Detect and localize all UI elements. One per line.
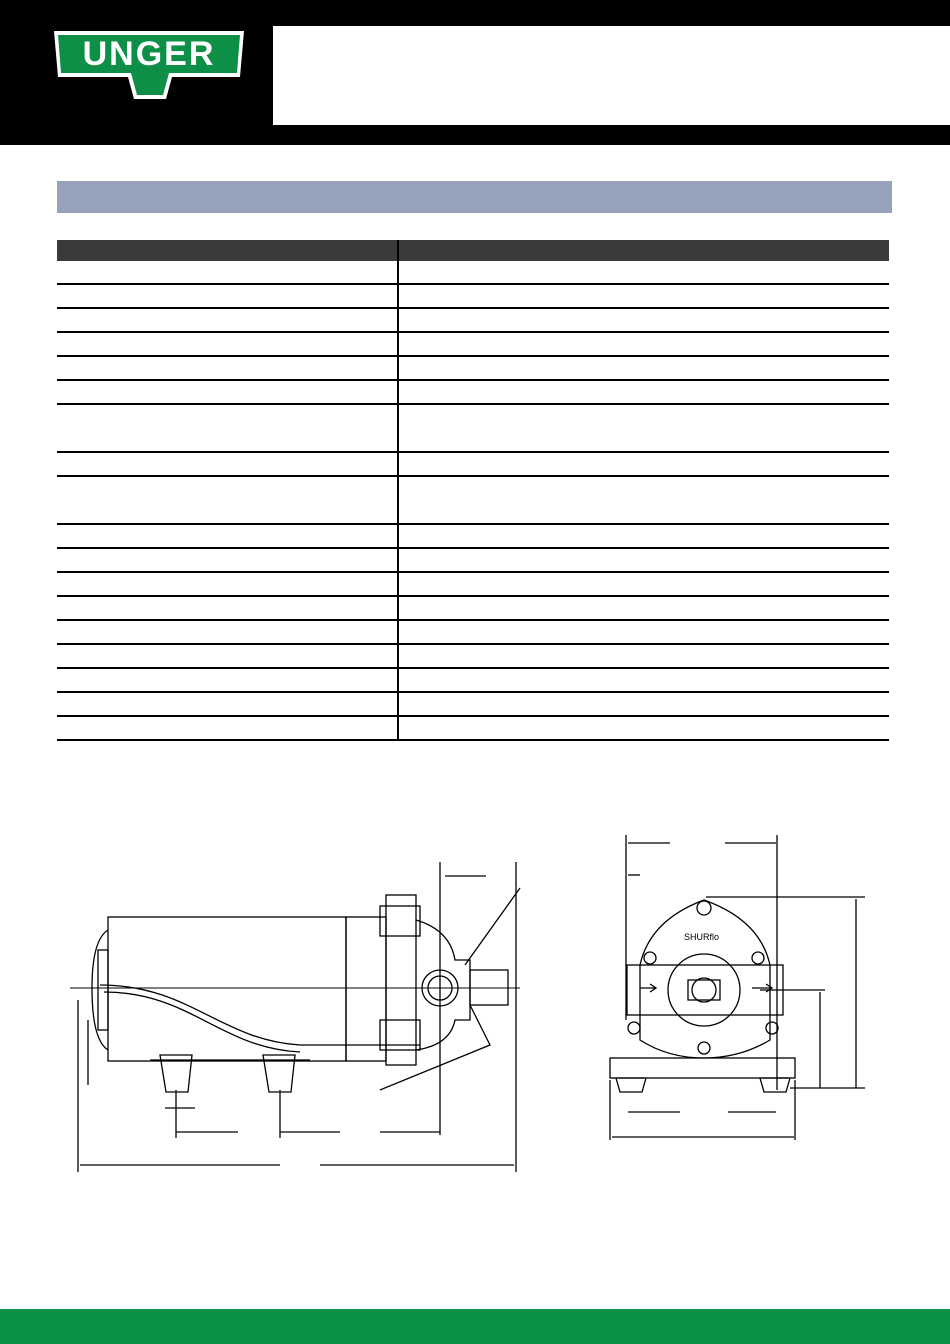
- spec-value-cell: [398, 308, 889, 332]
- spec-label-cell: [57, 620, 398, 644]
- spec-label-cell: [57, 548, 398, 572]
- table-row: [57, 572, 889, 596]
- pump-front-view-drawing: [605, 830, 870, 1145]
- spec-label-cell: [57, 284, 398, 308]
- spec-label-cell: [57, 476, 398, 524]
- document-title-box: [273, 26, 950, 125]
- logo-text: UNGER: [82, 35, 216, 73]
- table-row: [57, 356, 889, 380]
- spec-value-cell: [398, 524, 889, 548]
- unger-logo: [50, 27, 248, 103]
- spec-label-cell: [57, 332, 398, 356]
- table-row: [57, 404, 889, 452]
- table-row: [57, 524, 889, 548]
- spec-label-cell: [57, 308, 398, 332]
- table-row: [57, 644, 889, 668]
- table-row: [57, 620, 889, 644]
- specifications-table: [57, 240, 889, 741]
- spec-value-cell: [398, 572, 889, 596]
- spec-value-cell: [398, 404, 889, 452]
- table-header-row: [57, 240, 889, 261]
- table-row: [57, 452, 889, 476]
- spec-label-cell: [57, 356, 398, 380]
- table-header-cell: [398, 240, 889, 261]
- table-row: [57, 380, 889, 404]
- table-row: [57, 332, 889, 356]
- spec-value-cell: [398, 476, 889, 524]
- section-header-bar: [57, 181, 892, 213]
- spec-label-cell: [57, 644, 398, 668]
- spec-label-cell: [57, 404, 398, 452]
- table-row: [57, 668, 889, 692]
- table-row: [57, 548, 889, 572]
- spec-value-cell: [398, 596, 889, 620]
- spec-label-cell: [57, 596, 398, 620]
- page-header: [0, 0, 950, 145]
- spec-value-cell: [398, 668, 889, 692]
- spec-value-cell: [398, 284, 889, 308]
- spec-label-cell: [57, 524, 398, 548]
- table-row: [57, 261, 889, 284]
- table-row: [57, 692, 889, 716]
- front-view-label: SHURflo: [684, 932, 720, 942]
- spec-value-cell: [398, 261, 889, 284]
- spec-value-cell: [398, 332, 889, 356]
- spec-label-cell: [57, 668, 398, 692]
- spec-label-cell: [57, 716, 398, 740]
- spec-value-cell: [398, 380, 889, 404]
- spec-value-cell: [398, 452, 889, 476]
- table-row: [57, 284, 889, 308]
- pump-side-view-drawing: [60, 855, 530, 1180]
- table-header-cell: [57, 240, 398, 261]
- spec-label-cell: [57, 572, 398, 596]
- page-footer-bar: [0, 1309, 950, 1344]
- table-row: [57, 476, 889, 524]
- spec-value-cell: [398, 692, 889, 716]
- spec-label-cell: [57, 452, 398, 476]
- spec-label-cell: [57, 261, 398, 284]
- spec-label-cell: [57, 380, 398, 404]
- spec-label-cell: [57, 692, 398, 716]
- spec-value-cell: [398, 716, 889, 740]
- spec-value-cell: [398, 644, 889, 668]
- spec-value-cell: [398, 356, 889, 380]
- table-row: [57, 308, 889, 332]
- table-row: [57, 716, 889, 740]
- spec-value-cell: [398, 548, 889, 572]
- spec-value-cell: [398, 620, 889, 644]
- table-row: [57, 596, 889, 620]
